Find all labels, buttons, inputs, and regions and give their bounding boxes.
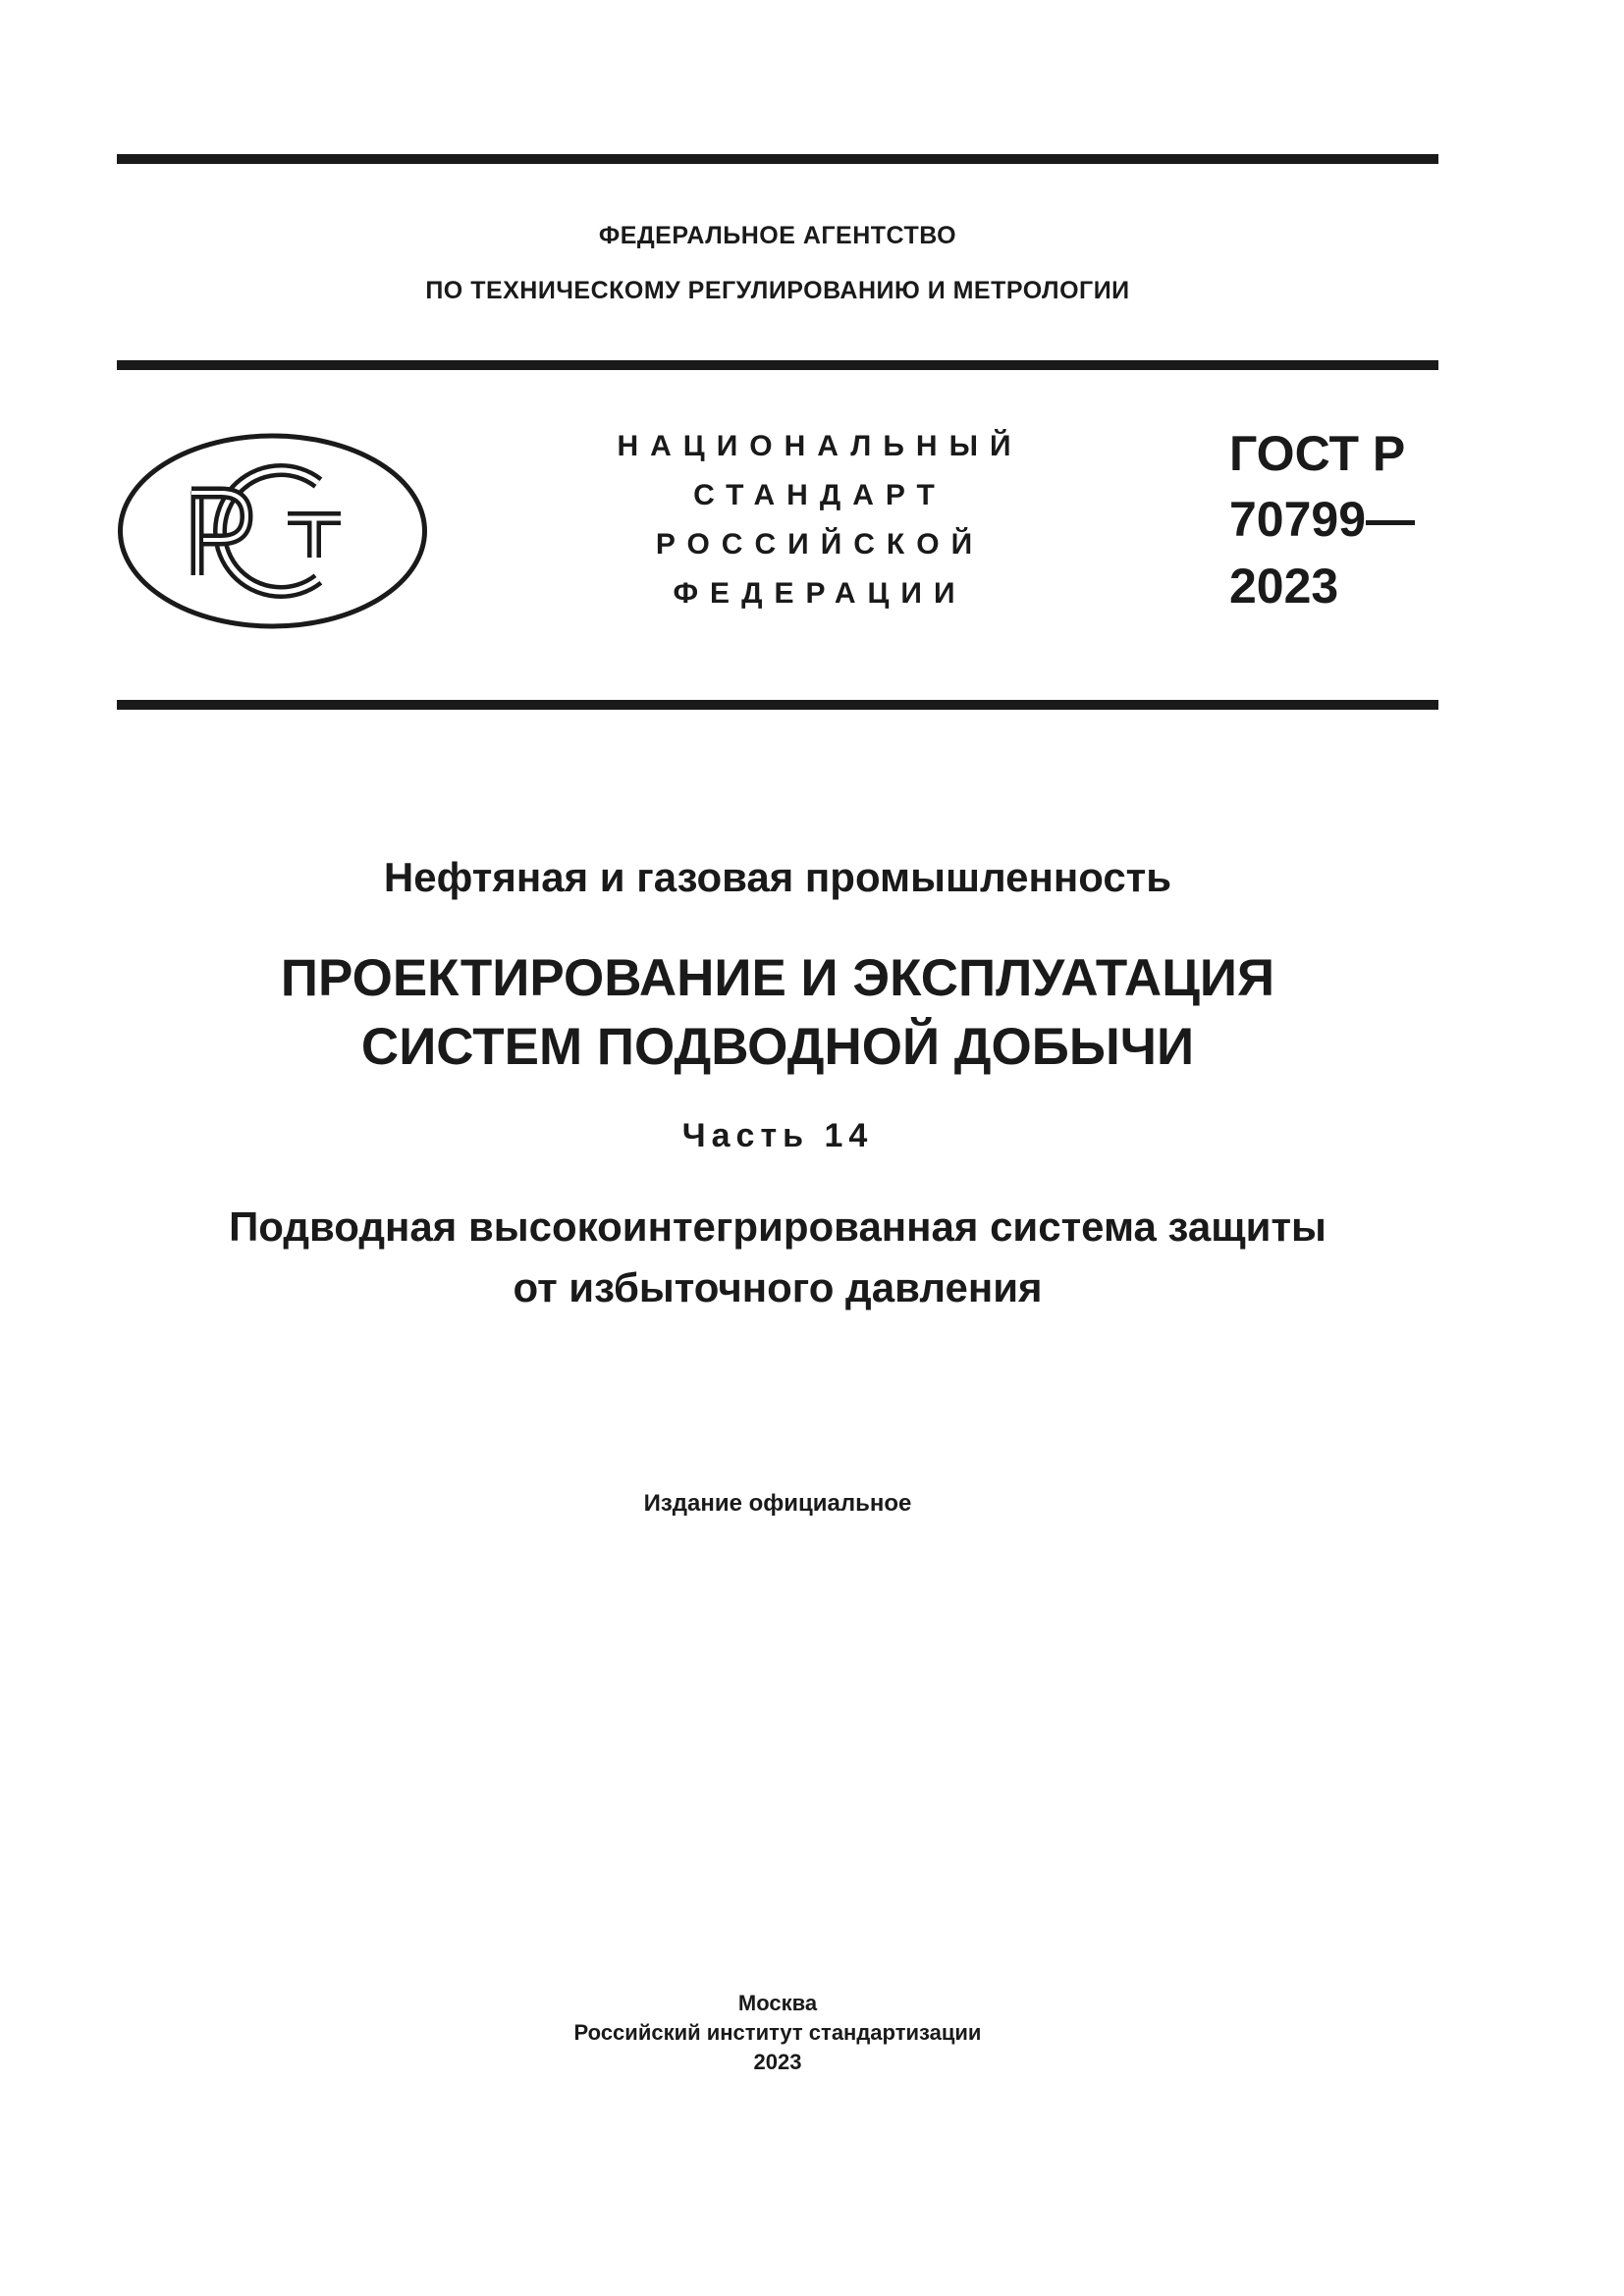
edition-note: Издание официальное [643, 1490, 912, 1517]
top-rule [117, 154, 1438, 164]
industry-heading: Нефтяная и газовая промышленность [383, 854, 1172, 900]
part-title-line-1: Подводная высокоинтегрированная система защиты [229, 1203, 1326, 1250]
imprint-publisher: Российский институт стандартизации [573, 2020, 982, 2045]
designation-line-1: ГОСТ Р [1229, 426, 1406, 481]
standard-type-line-4: ФЕДЕРАЦИИ [673, 577, 967, 610]
document-title-line-1: ПРОЕКТИРОВАНИЕ И ЭКСПЛУАТАЦИЯ [280, 949, 1275, 1007]
part-number: Часть 14 [681, 1117, 874, 1154]
standard-type-line-1: НАЦИОНАЛЬНЫЙ [617, 430, 1023, 462]
imprint-year: 2023 [753, 2050, 802, 2074]
designation-line-2: 70799— [1229, 492, 1416, 547]
part-title-line-2: от избыточного давления [513, 1264, 1043, 1310]
rst-certification-logo-icon [117, 432, 428, 630]
header-bottom-rule [117, 700, 1438, 710]
agency-name-line-1: ФЕДЕРАЛЬНОЕ АГЕНТСТВО [598, 222, 957, 249]
agency-name-line-2: ПО ТЕХНИЧЕСКОМУ РЕГУЛИРОВАНИЮ И МЕТРОЛОГИИ [425, 277, 1130, 304]
designation-line-3: 2023 [1229, 559, 1339, 614]
document-title-line-2: СИСТЕМ ПОДВОДНОЙ ДОБЫЧИ [360, 1018, 1195, 1076]
imprint-city: Москва [737, 1991, 818, 2015]
standard-type-line-2: СТАНДАРТ [693, 479, 947, 511]
standard-type-line-3: РОССИЙСКОЙ [655, 528, 985, 561]
header-rule [117, 360, 1438, 370]
